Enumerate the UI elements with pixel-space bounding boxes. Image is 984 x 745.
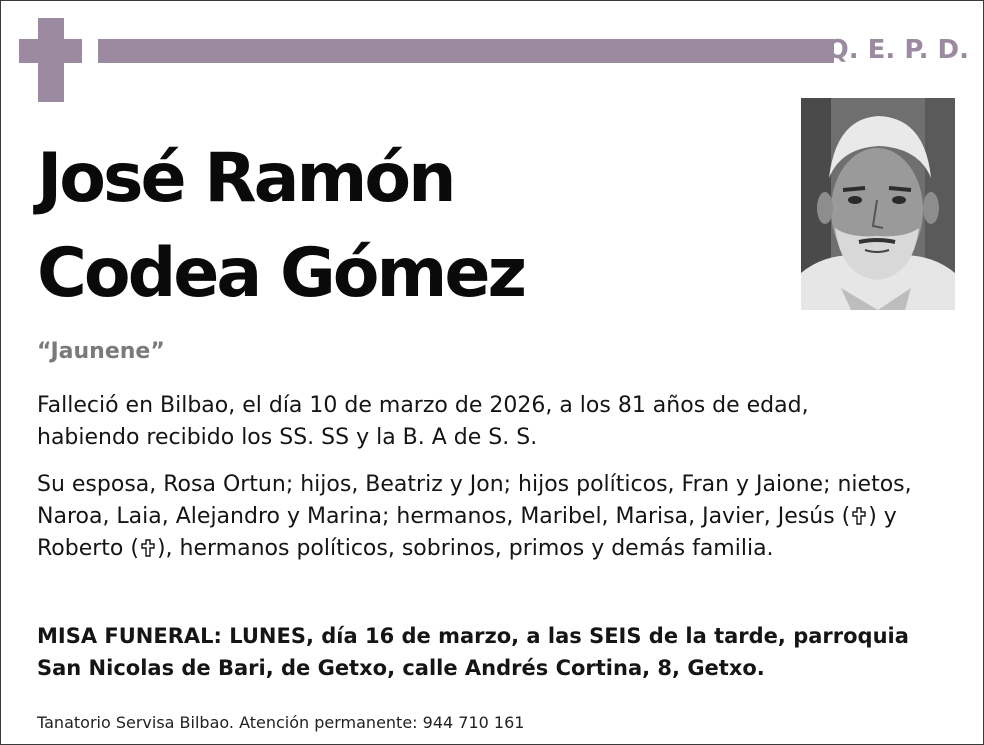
portrait-photo (801, 98, 955, 310)
death-notice-line-2: habiendo recibido los SS. SS y la B. A de S. S. (37, 425, 538, 450)
family-paragraph (37, 469, 957, 565)
small-cross-icon (850, 507, 868, 525)
family-text-part-2: ) y Roberto ( (37, 504, 897, 561)
portrait-illustration (801, 98, 955, 310)
name-line-2: Codea Gómez (37, 234, 525, 313)
family-text-part-3: ), hermanos políticos, sobrinos, primos y demás familia. (156, 536, 774, 561)
family-text-part-1: Su esposa, Rosa Ortun; hijos, Beatriz y Jon; hijos políticos, Fran y Jaione; nietos, Naroa, Laia, Alejandro y Marina; hermanos, Maribel, Marisa, Javier, Jesús ( (37, 472, 912, 529)
funeral-home-contact: Tanatorio Servisa Bilbao. Atención permanente: 944 710 161 (37, 713, 525, 732)
cross-horizontal-beam (19, 39, 82, 63)
deceased-name (37, 131, 524, 321)
name-line-1: José Ramón (37, 139, 454, 218)
header-divider-bar (98, 39, 834, 63)
funeral-line-1: MISA FUNERAL: LUNES, día 16 de marzo, a las SEIS de la tarde, parroquia (37, 624, 909, 648)
funeral-line-2: San Nicolas de Bari, de Getxo, calle Andrés Cortina, 8, Getxo. (37, 656, 765, 680)
small-cross-icon (139, 539, 157, 557)
death-notice-line-1: Falleció en Bilbao, el día 10 de marzo de 2026, a los 81 años de edad, (37, 393, 809, 418)
death-notice-paragraph (37, 390, 957, 454)
qepd-label: Q. E. P. D. (826, 35, 969, 65)
funeral-mass-paragraph (37, 620, 957, 684)
nickname: “Jaunene” (37, 339, 165, 364)
